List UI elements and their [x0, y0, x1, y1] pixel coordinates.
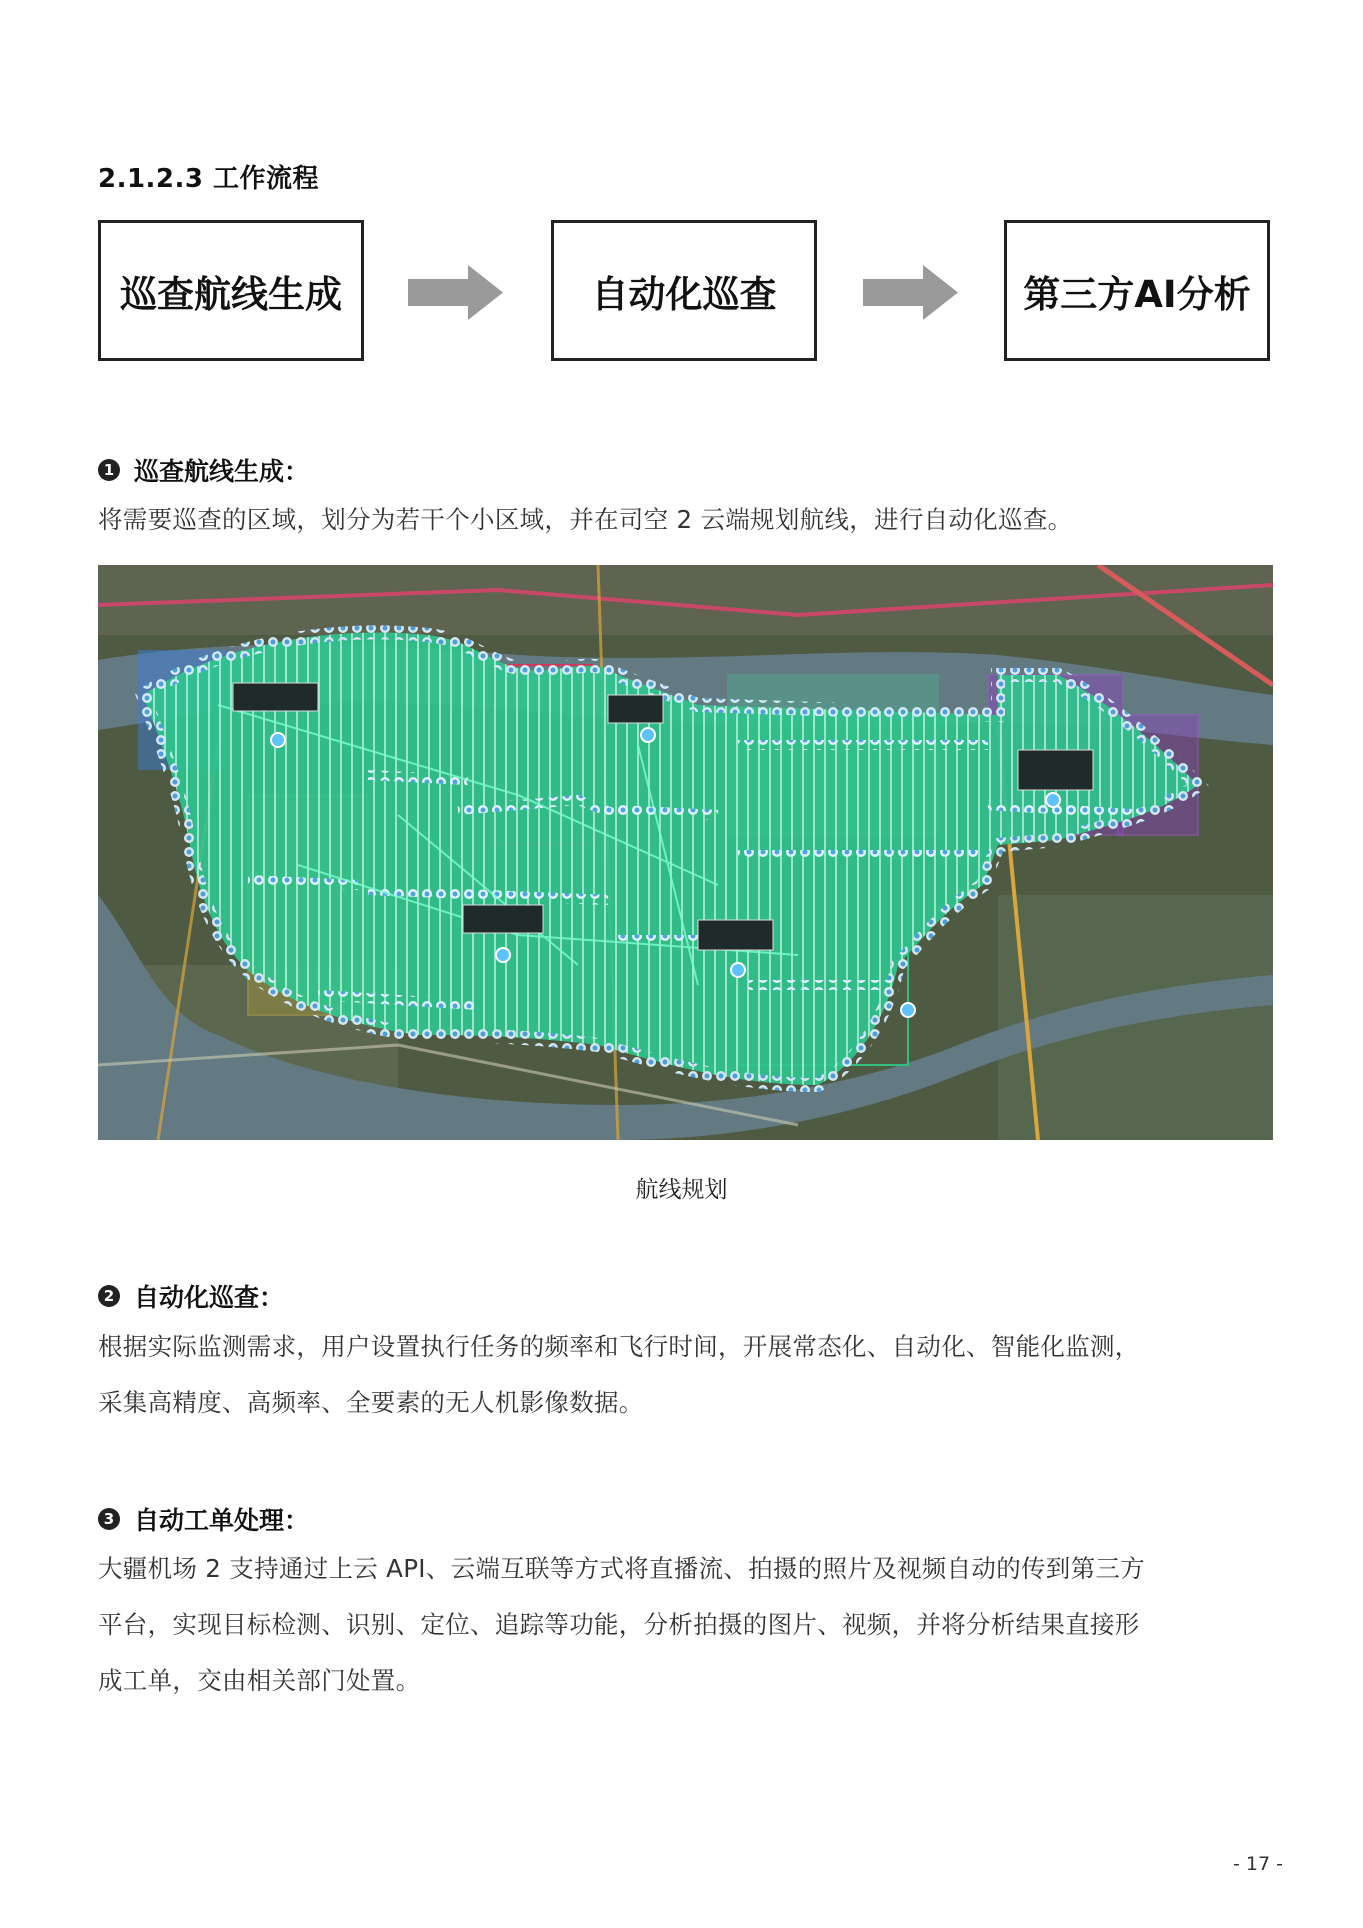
page-number: - 17 -	[1233, 1853, 1283, 1875]
item-1-title: 巡查航线生成：	[134, 457, 310, 486]
right-arrow-icon	[863, 265, 958, 320]
route-planning-map	[98, 565, 1273, 1140]
flow-step-ai-analysis: 第三方AI分析	[1004, 220, 1270, 361]
item-3-text-line: 大疆机场 2 支持通过上云 API、云端互联等方式将直播流、拍摄的照片及视频自动的传到第三方	[98, 1554, 1146, 1583]
item-1-heading	[98, 452, 309, 488]
item-3-heading	[98, 1501, 309, 1537]
item-3-title: 自动工单处理：	[134, 1506, 310, 1535]
figure-caption: 航线规划	[635, 1177, 728, 1203]
item-3-text	[98, 1541, 1278, 1709]
workflow-diagram	[98, 220, 1273, 365]
item-2-text-line: 采集高精度、高频率、全要素的无人机影像数据。	[98, 1388, 644, 1417]
item-1-text: 将需要巡查的区域，划分为若干个小区域，并在司空 2 云端规划航线，进行自动化巡查。	[98, 505, 1073, 534]
number-badge-2: 2	[98, 1285, 120, 1307]
number-badge-3: 3	[98, 1508, 120, 1530]
section-title: 2.1.2.3 工作流程	[98, 164, 320, 194]
item-3-text-line: 成工单，交由相关部门处置。	[98, 1666, 421, 1695]
item-2-text-line: 根据实际监测需求，用户设置执行任务的频率和飞行时间，开展常态化、自动化、智能化监测，	[98, 1332, 1140, 1361]
item-3-text-line: 平台，实现目标检测、识别、定位、追踪等功能，分析拍摄的图片、视频，并将分析结果直接形	[98, 1610, 1140, 1639]
flow-step-auto-patrol: 自动化巡查	[551, 220, 817, 361]
item-2-title: 自动化巡查：	[134, 1283, 285, 1312]
item-2-text	[98, 1319, 1278, 1431]
item-2-heading	[98, 1278, 284, 1314]
number-badge-1: 1	[98, 459, 120, 481]
flow-step-route-generation: 巡查航线生成	[98, 220, 364, 361]
right-arrow-icon	[408, 265, 503, 320]
